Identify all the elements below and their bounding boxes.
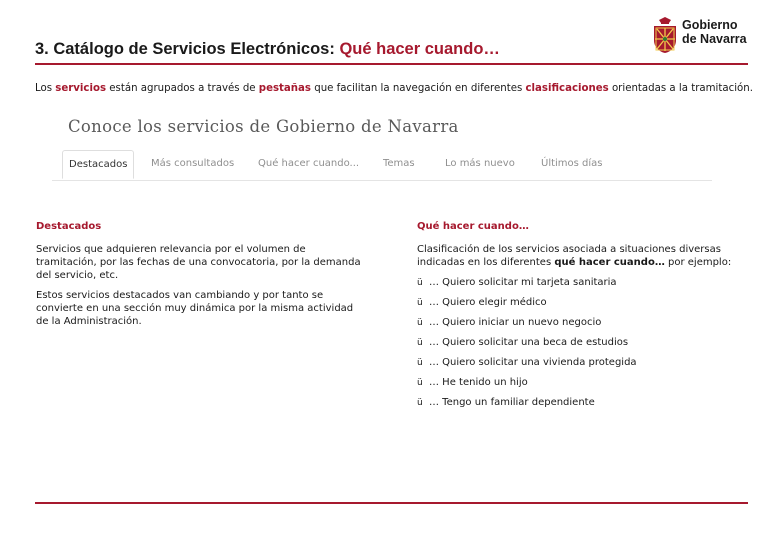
navarra-shield-icon [652,16,678,54]
footer-divider [35,502,748,504]
tab-destacados[interactable]: Destacados [62,150,134,179]
que-hacer-cuando-section [417,220,747,416]
checkmark-icon: ü [417,378,423,388]
slide-title-main: 3. Catálogo de Servicios Electrónicos: [35,40,335,58]
list-item [417,276,747,296]
paragraph-keyword: qué hacer cuando… [554,257,665,268]
list-item [417,296,747,316]
list-item-text: … He tenido un hijo [429,377,528,388]
checkmark-icon: ü [417,358,423,368]
list-item-text: … Quiero elegir médico [429,297,547,308]
tab-que-hacer-cuando[interactable]: Qué hacer cuando... [258,158,360,169]
logo-line-1: Gobierno [682,18,738,32]
banner-title: Conoce los servicios de Gobierno de Navarra [68,117,459,136]
destacados-section [36,220,366,335]
tab-temas[interactable]: Temas [383,158,415,169]
intro-part: Los [35,83,56,94]
checkmark-icon: ü [417,338,423,348]
list-item [417,356,747,376]
que-hacer-cuando-paragraph [417,243,747,269]
paragraph-part: por ejemplo: [664,257,732,268]
logo-text [682,18,747,46]
list-item-text: … Quiero solicitar una beca de estudios [429,337,629,348]
tab-ultimos-dias[interactable]: Últimos días [541,158,603,169]
checkmark-icon: ü [417,278,423,288]
list-item-text: … Tengo un familiar dependiente [429,397,595,408]
intro-part: están agrupados a través de [106,83,259,94]
checkmark-icon: ü [417,298,423,308]
checkmark-icon: ü [417,398,423,408]
tab-mas-consultados[interactable]: Más consultados [151,158,235,169]
intro-keyword-clasificaciones: clasificaciones [525,83,609,94]
que-hacer-cuando-heading: Qué hacer cuando… [417,221,529,232]
list-item [417,396,747,416]
destacados-heading: Destacados [36,221,102,232]
paragraph-part: Clasificación de los servicios asociada a situaciones diversas indicadas en los diferentes [417,244,721,268]
intro-keyword-servicios: servicios [55,83,107,94]
intro-text [35,83,753,94]
destacados-paragraph-1: Servicios que adquieren relevancia por el volumen de tramitación, por las fechas de una convocatoria, por la demanda del servicio, etc. [36,244,361,281]
destacados-paragraph-2: Estos servicios destacados van cambiando y por tanto se convierte en una sección muy dinámica por la misma actividad de la Administración. [36,290,354,327]
slide-title [35,40,500,59]
list-item-text: … Quiero solicitar mi tarjeta sanitaria [429,277,617,288]
list-item [417,316,747,336]
list-item-text: … Quiero solicitar una vivienda protegida [429,357,637,368]
gobierno-navarra-logo [652,16,752,58]
intro-keyword-pestanas: pestañas [258,83,311,94]
intro-part: que facilitan la navegación en diferentes [311,83,526,94]
list-item [417,336,747,356]
service-tabs [52,150,712,181]
list-item [417,376,747,396]
slide-title-accent: Qué hacer cuando… [339,40,500,58]
intro-part: orientadas a la tramitación. [608,83,753,94]
logo-line-2: de Navarra [682,32,747,46]
list-item-text: … Quiero iniciar un nuevo negocio [429,317,602,328]
title-divider [35,63,748,65]
tab-lo-mas-nuevo[interactable]: Lo más nuevo [445,158,515,169]
examples-list [417,276,747,416]
checkmark-icon: ü [417,318,423,328]
